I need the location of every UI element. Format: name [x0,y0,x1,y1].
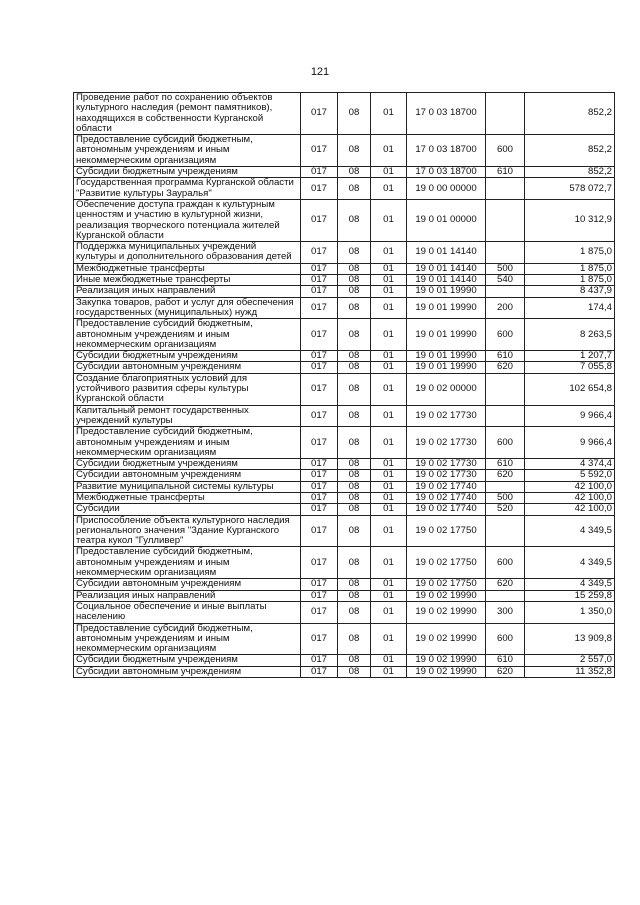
target-article-code: 17 0 03 18700 [407,93,486,135]
expense-type-code [486,373,525,405]
target-article-code: 19 0 02 19990 [407,601,486,623]
ministry-code: 017 [301,351,338,362]
section-code: 08 [338,601,371,623]
item-name: Субсидии бюджетным учреждениям [74,459,301,470]
item-name: Социальное обеспечение и иные выплаты населению [74,601,301,623]
target-article-code: 19 0 02 17740 [407,504,486,515]
expense-type-code: 300 [486,601,525,623]
item-name: Субсидии [74,504,301,515]
table-row [74,135,615,167]
section-code: 08 [338,199,371,241]
table-row [74,459,615,470]
ministry-code: 017 [301,481,338,492]
amount: 10 312,9 [525,199,615,241]
subsection-code: 01 [371,666,407,677]
ministry-code: 017 [301,319,338,351]
item-name: Предоставление субсидий бюджетным, автономным учреждениям и иным некоммерческим организациям [74,319,301,351]
subsection-code: 01 [371,504,407,515]
section-code: 08 [338,242,371,264]
item-name: Субсидии бюджетным учреждениям [74,167,301,178]
ministry-code: 017 [301,167,338,178]
section-code: 08 [338,351,371,362]
expense-type-code [486,199,525,241]
section-code: 08 [338,405,371,427]
target-article-code: 19 0 01 14140 [407,275,486,286]
table-row [74,286,615,297]
section-code: 08 [338,167,371,178]
target-article-code: 19 0 02 17750 [407,515,486,547]
target-article-code: 19 0 01 19990 [407,351,486,362]
expense-type-code [486,515,525,547]
ministry-code: 017 [301,579,338,590]
target-article-code: 17 0 03 18700 [407,167,486,178]
section-code: 08 [338,286,371,297]
expense-type-code: 600 [486,135,525,167]
table-row [74,623,615,655]
item-name: Субсидии автономным учреждениям [74,362,301,373]
section-code: 08 [338,275,371,286]
item-name: Предоставление субсидий бюджетным, автономным учреждениям и иным некоммерческим организациям [74,135,301,167]
subsection-code: 01 [371,297,407,319]
amount: 1 875,0 [525,263,615,274]
item-name: Субсидии автономным учреждениям [74,666,301,677]
section-code: 08 [338,470,371,481]
ministry-code: 017 [301,590,338,601]
amount: 9 966,4 [525,427,615,459]
item-name: Проведение работ по сохранению объектов культурного наследия (ремонт памятников), находящихся в собственности Курганской области [74,93,301,135]
item-name: Иные межбюджетные трансферты [74,275,301,286]
ministry-code: 017 [301,362,338,373]
subsection-code: 01 [371,590,407,601]
table-row [74,319,615,351]
expense-type-code [486,178,525,200]
table-row [74,470,615,481]
expense-type-code: 600 [486,623,525,655]
table-row [74,167,615,178]
section-code: 08 [338,93,371,135]
expense-type-code: 620 [486,666,525,677]
amount: 7 055,8 [525,362,615,373]
expense-type-code: 500 [486,492,525,503]
ministry-code: 017 [301,263,338,274]
ministry-code: 017 [301,135,338,167]
table-row [74,504,615,515]
target-article-code: 19 0 02 17730 [407,427,486,459]
expense-type-code: 610 [486,655,525,666]
table-row [74,515,615,547]
item-name: Реализация иных направлений [74,286,301,297]
table-row [74,242,615,264]
subsection-code: 01 [371,362,407,373]
subsection-code: 01 [371,481,407,492]
amount: 1 350,0 [525,601,615,623]
expense-type-code: 520 [486,504,525,515]
amount: 4 374,4 [525,459,615,470]
section-code: 08 [338,319,371,351]
expense-type-code: 600 [486,547,525,579]
ministry-code: 017 [301,297,338,319]
section-code: 08 [338,504,371,515]
table-row [74,405,615,427]
item-name: Капитальный ремонт государственных учреждений культуры [74,405,301,427]
amount: 578 072,7 [525,178,615,200]
item-name: Субсидии бюджетным учреждениям [74,655,301,666]
ministry-code: 017 [301,373,338,405]
ministry-code: 017 [301,515,338,547]
target-article-code: 19 0 01 14140 [407,242,486,264]
amount: 15 259,8 [525,590,615,601]
expense-type-code [486,590,525,601]
table-row [74,590,615,601]
target-article-code: 19 0 02 17730 [407,470,486,481]
target-article-code: 19 0 02 17730 [407,459,486,470]
target-article-code: 19 0 02 19990 [407,666,486,677]
table-row [74,373,615,405]
amount: 102 654,8 [525,373,615,405]
amount: 1 207,7 [525,351,615,362]
section-code: 08 [338,362,371,373]
subsection-code: 01 [371,579,407,590]
expense-type-code: 620 [486,579,525,590]
target-article-code: 19 0 00 00000 [407,178,486,200]
item-name: Государственная программа Курганской области "Развитие культуры Зауралья" [74,178,301,200]
amount: 174,4 [525,297,615,319]
item-name: Реализация иных направлений [74,590,301,601]
table-row [74,275,615,286]
target-article-code: 19 0 02 19990 [407,590,486,601]
target-article-code: 19 0 01 19990 [407,297,486,319]
ministry-code: 017 [301,242,338,264]
expense-type-code [486,286,525,297]
target-article-code: 19 0 02 17740 [407,492,486,503]
amount: 4 349,5 [525,515,615,547]
item-name: Предоставление субсидий бюджетным, автономным учреждениям и иным некоммерческим организациям [74,547,301,579]
section-code: 08 [338,623,371,655]
section-code: 08 [338,459,371,470]
amount: 8 263,5 [525,319,615,351]
subsection-code: 01 [371,623,407,655]
ministry-code: 017 [301,275,338,286]
ministry-code: 017 [301,492,338,503]
subsection-code: 01 [371,319,407,351]
ministry-code: 017 [301,427,338,459]
expense-type-code: 200 [486,297,525,319]
item-name: Обеспечение доступа граждан к культурным ценностям и участию в культурной жизни, реализация творческого потенциала жителей Курганской области [74,199,301,241]
amount: 13 909,8 [525,623,615,655]
expense-type-code: 600 [486,427,525,459]
subsection-code: 01 [371,135,407,167]
item-name: Предоставление субсидий бюджетным, автономным учреждениям и иным некоммерческим организациям [74,427,301,459]
table-row [74,492,615,503]
subsection-code: 01 [371,601,407,623]
ministry-code: 017 [301,178,338,200]
item-name: Поддержка муниципальных учреждений культуры и дополнительного образования детей [74,242,301,264]
target-article-code: 19 0 01 00000 [407,199,486,241]
target-article-code: 19 0 01 19990 [407,286,486,297]
ministry-code: 017 [301,459,338,470]
target-article-code: 17 0 03 18700 [407,135,486,167]
budget-table-body [74,93,615,678]
ministry-code: 017 [301,547,338,579]
section-code: 08 [338,373,371,405]
amount: 1 875,0 [525,242,615,264]
expense-type-code: 610 [486,167,525,178]
section-code: 08 [338,579,371,590]
ministry-code: 017 [301,405,338,427]
ministry-code: 017 [301,601,338,623]
amount: 2 557,0 [525,655,615,666]
table-row [74,579,615,590]
target-article-code: 19 0 01 19990 [407,319,486,351]
budget-table [73,92,615,678]
item-name: Субсидии автономным учреждениям [74,579,301,590]
subsection-code: 01 [371,351,407,362]
amount: 42 100,0 [525,492,615,503]
table-row [74,178,615,200]
section-code: 08 [338,547,371,579]
item-name: Предоставление субсидий бюджетным, автономным учреждениям и иным некоммерческим организациям [74,623,301,655]
expense-type-code: 500 [486,263,525,274]
ministry-code: 017 [301,655,338,666]
amount: 8 437,9 [525,286,615,297]
table-row [74,481,615,492]
table-row [74,263,615,274]
amount: 852,2 [525,93,615,135]
amount: 4 349,5 [525,547,615,579]
section-code: 08 [338,263,371,274]
target-article-code: 19 0 02 19990 [407,655,486,666]
section-code: 08 [338,666,371,677]
subsection-code: 01 [371,199,407,241]
section-code: 08 [338,515,371,547]
target-article-code: 19 0 02 00000 [407,373,486,405]
table-row [74,666,615,677]
expense-type-code [486,481,525,492]
expense-type-code: 540 [486,275,525,286]
subsection-code: 01 [371,286,407,297]
table-row [74,351,615,362]
target-article-code: 19 0 02 17750 [407,547,486,579]
expense-type-code: 620 [486,362,525,373]
table-row [74,547,615,579]
expense-type-code [486,405,525,427]
table-row [74,655,615,666]
section-code: 08 [338,492,371,503]
amount: 4 349,5 [525,579,615,590]
item-name: Приспособление объекта культурного наследия регионального значения "Здание Курганского театра кукол "Гулливер" [74,515,301,547]
expense-type-code: 610 [486,459,525,470]
table-row [74,93,615,135]
section-code: 08 [338,590,371,601]
section-code: 08 [338,135,371,167]
target-article-code: 19 0 02 17740 [407,481,486,492]
table-row [74,601,615,623]
item-name: Закупка товаров, работ и услуг для обеспечения государственных (муниципальных) нужд [74,297,301,319]
expense-type-code [486,93,525,135]
page-number: 121 [310,66,330,78]
amount: 1 875,0 [525,275,615,286]
subsection-code: 01 [371,547,407,579]
subsection-code: 01 [371,373,407,405]
subsection-code: 01 [371,93,407,135]
target-article-code: 19 0 01 19990 [407,362,486,373]
table-row [74,297,615,319]
amount: 5 592,0 [525,470,615,481]
table-row [74,362,615,373]
expense-type-code: 600 [486,319,525,351]
amount: 852,2 [525,135,615,167]
table-row [74,199,615,241]
item-name: Развитие муниципальной системы культуры [74,481,301,492]
subsection-code: 01 [371,492,407,503]
amount: 42 100,0 [525,481,615,492]
expense-type-code [486,242,525,264]
table-row [74,427,615,459]
ministry-code: 017 [301,93,338,135]
subsection-code: 01 [371,242,407,264]
ministry-code: 017 [301,470,338,481]
item-name: Межбюджетные трансферты [74,263,301,274]
item-name: Межбюджетные трансферты [74,492,301,503]
amount: 42 100,0 [525,504,615,515]
amount: 9 966,4 [525,405,615,427]
subsection-code: 01 [371,167,407,178]
section-code: 08 [338,481,371,492]
section-code: 08 [338,427,371,459]
subsection-code: 01 [371,405,407,427]
subsection-code: 01 [371,470,407,481]
subsection-code: 01 [371,263,407,274]
target-article-code: 19 0 02 17750 [407,579,486,590]
ministry-code: 017 [301,666,338,677]
amount: 11 352,8 [525,666,615,677]
expense-type-code: 620 [486,470,525,481]
item-name: Создание благоприятных условий для устойчивого развития сферы культуры Курганской области [74,373,301,405]
subsection-code: 01 [371,275,407,286]
expense-type-code: 610 [486,351,525,362]
subsection-code: 01 [371,459,407,470]
section-code: 08 [338,297,371,319]
section-code: 08 [338,655,371,666]
target-article-code: 19 0 02 17730 [407,405,486,427]
subsection-code: 01 [371,515,407,547]
target-article-code: 19 0 01 14140 [407,263,486,274]
subsection-code: 01 [371,178,407,200]
ministry-code: 017 [301,199,338,241]
item-name: Субсидии автономным учреждениям [74,470,301,481]
ministry-code: 017 [301,286,338,297]
target-article-code: 19 0 02 19990 [407,623,486,655]
subsection-code: 01 [371,655,407,666]
ministry-code: 017 [301,504,338,515]
section-code: 08 [338,178,371,200]
item-name: Субсидии бюджетным учреждениям [74,351,301,362]
subsection-code: 01 [371,427,407,459]
ministry-code: 017 [301,623,338,655]
amount: 852,2 [525,167,615,178]
